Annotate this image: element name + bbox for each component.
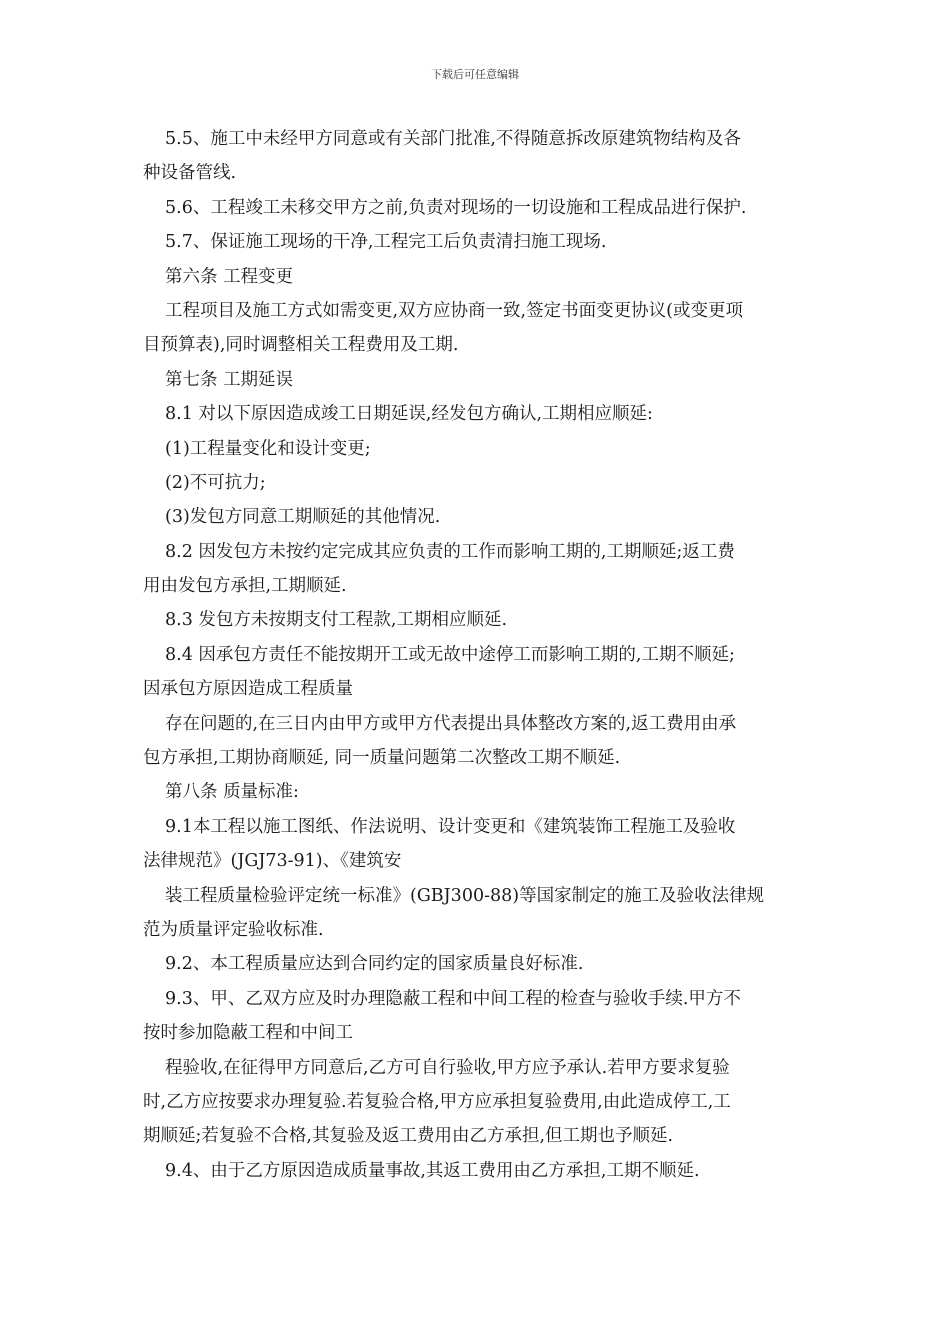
- text-line: 8.2 因发包方未按约定完成其应负责的工作而影响工期的,工期顺延;返工费: [165, 541, 735, 562]
- text-line: 种设备管线.: [143, 163, 237, 184]
- text-line: 工程项目及施工方式如需变更,双方应协商一致,签定书面变更协议(或变更项: [165, 300, 743, 321]
- text-line: 目预算表),同时调整相关工程费用及工期.: [143, 335, 459, 356]
- text-line: 存在问题的,在三日内由甲方或甲方代表提出具体整改方案的,返工费用由承: [165, 713, 737, 734]
- text-line: 用由发包方承担,工期顺延.: [143, 576, 347, 597]
- text-line: (3)发包方同意工期顺延的其他情况.: [165, 507, 441, 528]
- text-line: 因承包方原因造成工程质量: [143, 679, 353, 700]
- text-line: 第七条 工期延误: [165, 369, 294, 390]
- text-line: 9.1本工程以施工图纸、作法说明、设计变更和《建筑装饰工程施工及验收: [165, 816, 736, 837]
- text-line: 法律规范》(JGJ73-91)、《建筑安: [143, 851, 402, 872]
- text-line: 8.4 因承包方责任不能按期开工或无故中途停工而影响工期的,工期不顺延;: [165, 644, 735, 665]
- text-line: 9.3、甲、乙双方应及时办理隐蔽工程和中间工程的检查与验收手续.甲方不: [165, 988, 741, 1009]
- text-line: 第八条 质量标准:: [165, 782, 299, 803]
- document-body: [143, 122, 808, 1188]
- text-line: (2)不可抗力;: [165, 472, 266, 493]
- text-line: 8.3 发包方未按期支付工程款,工期相应顺延.: [165, 610, 508, 631]
- text-line: 9.2、本工程质量应达到合同约定的国家质量良好标准.: [165, 954, 584, 975]
- text-line: 期顺延;若复验不合格,其复验及返工费用由乙方承担,但工期也予顺延.: [143, 1126, 674, 1147]
- text-line: 8.1 对以下原因造成竣工日期延误,经发包方确认,工期相应顺延:: [165, 404, 653, 425]
- page-header: 下载后可任意编辑: [431, 68, 519, 81]
- text-line: 按时参加隐蔽工程和中间工: [143, 1023, 353, 1044]
- text-line: 9.4、由于乙方原因造成质量事故,其返工费用由乙方承担,工期不顺延.: [165, 1160, 700, 1181]
- text-line: 5.5、施工中未经甲方同意或有关部门批准,不得随意拆改原建筑物结构及各: [165, 129, 741, 149]
- text-line: 时,乙方应按要求办理复验.若复验合格,甲方应承担复验费用,由此造成停工,工: [143, 1091, 731, 1112]
- text-line: 程验收,在征得甲方同意后,乙方可自行验收,甲方应予承认.若甲方要求复验: [165, 1057, 730, 1078]
- text-line: 第六条 工程变更: [165, 266, 294, 287]
- text-line: 5.7、保证施工现场的干净,工程完工后负责清扫施工现场.: [165, 232, 607, 253]
- text-line: (1)工程量变化和设计变更;: [165, 438, 371, 459]
- text-line: 范为质量评定验收标准.: [143, 919, 324, 940]
- text-line: 包方承担,工期协商顺延, 同一质量问题第二次整改工期不顺延.: [143, 748, 621, 769]
- text-line: 装工程质量检验评定统一标准》(GBJ300-88)等国家制定的施工及验收法律规: [165, 885, 765, 906]
- text-line: 5.6、工程竣工未移交甲方之前,负责对现场的一切设施和工程成品进行保护.: [165, 197, 747, 218]
